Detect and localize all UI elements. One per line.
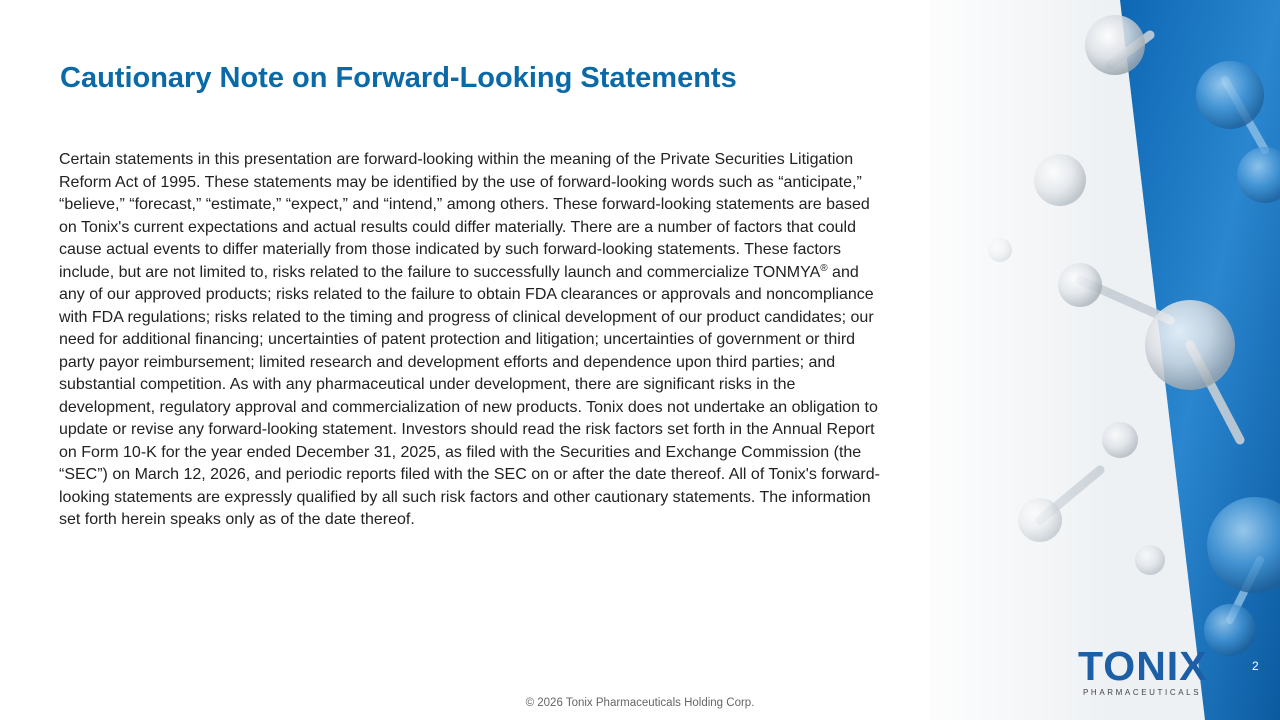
body-line: “SEC”) on March 12, 2026, and periodic reports filed with the SEC on or after the date thereof. All of Tonix's forward- — [59, 466, 880, 483]
body-line: “believe,” “forecast,” “estimate,” “expect,” and “intend,” among others. These forward-looking statements are based — [59, 196, 870, 213]
body-line: on Tonix's current expectations and actual results could differ materially. There are a number of factors that could — [59, 218, 856, 236]
body-line: party payor reimbursement; limited research and development efforts and dependence upon third parties; and — [59, 353, 836, 371]
body-line: cause actual events to differ materially from those indicated by such forward-looking statements. These factors — [59, 241, 842, 258]
body-line: substantial competition. As with any pharmaceutical under development, there are significant risks in the — [59, 376, 796, 393]
body-line: need for additional financing; uncertainties of patent protection and litigation; uncertainties of government or third — [59, 331, 856, 348]
body-line: looking statements are expressly qualified by all such risk factors and other cautionary statements. The information — [59, 488, 871, 506]
body-line-text: include, but are not limited to, risks related to the failure to successfully launch and commercialize TONMYA — [59, 263, 821, 281]
copyright-footer: © 2026 Tonix Pharmaceuticals Holding Corp. — [525, 697, 755, 709]
body-line: set forth herein speaks only as of the date thereof. — [59, 511, 415, 528]
body-line-tail: and — [827, 263, 859, 281]
body-line: update or revise any forward-looking statement. Investors should read the risk factors set forth in the Annual Report — [59, 421, 875, 438]
logo-tagline: PHARMACEUTICALS — [1083, 688, 1202, 697]
body-line: development, regulatory approval and commercialization of new products. Tonix does not undertake an obligation to — [59, 398, 878, 416]
body-line: Certain statements in this presentation are forward-looking within the meaning of the Private Securities Litigation — [59, 151, 854, 168]
body-line: any of our approved products; risks related to the failure to obtain FDA clearances or approvals and noncompliance — [59, 286, 874, 303]
registered-mark: ® — [820, 262, 828, 274]
logo-wordmark: TONIX — [1078, 643, 1208, 689]
body-line: with FDA regulations; risks related to the timing and progress of clinical development of our product candidates; our — [59, 308, 874, 326]
cautionary-statement-body — [59, 149, 1029, 532]
page-number: 2 — [1252, 659, 1259, 673]
body-line-tonmya — [59, 262, 1029, 285]
body-line: on Form 10-K for the year ended December 31, 2025, as filed with the Securities and Exchange Commission (the — [59, 443, 862, 461]
slide-title: Cautionary Note on Forward-Looking Statements — [60, 62, 737, 94]
tonix-logo — [1078, 643, 1210, 698]
body-line: Reform Act of 1995. These statements may be identified by the use of forward-looking words such as “anticipate,” — [59, 173, 862, 191]
